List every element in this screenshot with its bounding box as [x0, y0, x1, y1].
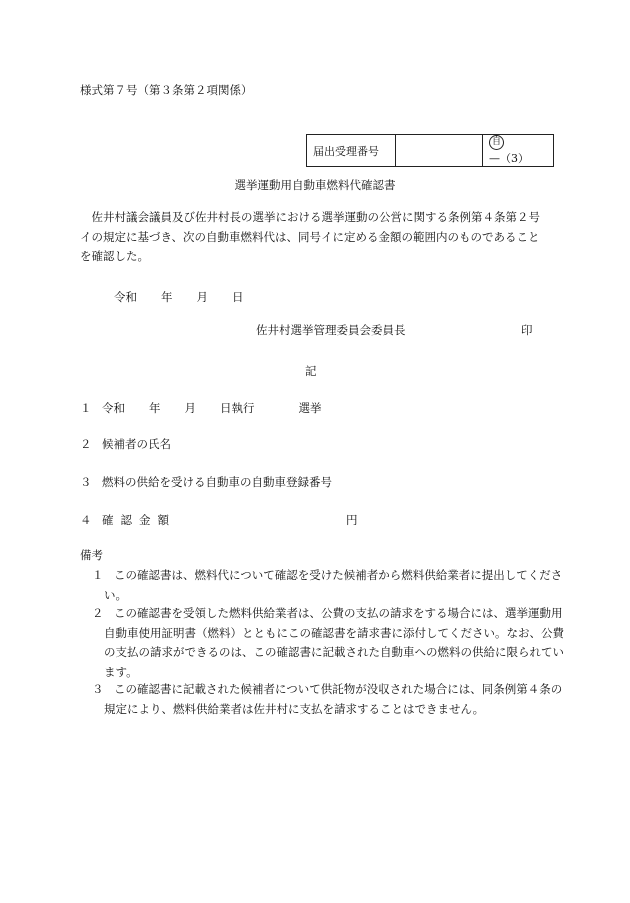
item-election: 選挙 — [298, 401, 322, 415]
remark-note: ３ この確認書に記載された候補者について供託物が没収された場合には、同条例第４条の規定により、燃料供給業者は佐井村に支払を請求することはできません。 — [92, 682, 563, 716]
registration-number-label: 届出受理番号 — [307, 135, 396, 167]
date-day-unit: 日 — [232, 290, 244, 304]
item-number: ３ — [80, 475, 92, 489]
item-number: １ — [80, 401, 92, 415]
seal-mark: 印 — [521, 323, 533, 337]
item-candidate-name — [80, 436, 171, 452]
registration-code — [483, 135, 554, 167]
item-era: 令和 — [102, 401, 125, 415]
form-number: 様式第７号（第３条第２項関係） — [80, 83, 253, 97]
date-month-unit: 月 — [196, 290, 208, 304]
registration-code-suffix: —（3） — [489, 152, 529, 165]
remark-note: ２ この確認書を受領した燃料供給業者は、公費の支払の請求をする場合には、選挙運動用自動車使用証明書（燃料）とともにこの確認書を請求書に添付してください。なお、公費の支払の請求ができるのは、この確認書に記載された自動車への燃料の供給に限られています。 — [92, 606, 564, 679]
circled-ji-mark: 自 — [489, 135, 504, 150]
item-day-text: 日執行 — [220, 401, 255, 415]
registration-number-field[interactable] — [396, 135, 483, 167]
ki-heading: 記 — [305, 364, 317, 378]
item-confirmed-amount — [80, 512, 176, 528]
date-line — [114, 289, 244, 305]
yen-unit: 円 — [346, 513, 358, 527]
item-text: 候補者の氏名 — [102, 437, 171, 451]
confirmation-paragraph: 佐井村議会議員及び佐井村長の選挙における選挙運動の公営に関する条例第４条第２号イの規定に基づき、次の自動車燃料代は、同号イに定める金額の範囲内のものであることを確認した。 — [80, 210, 540, 263]
item-election-date — [80, 400, 322, 416]
committee-chair-title: 佐井村選挙管理委員会委員長 — [256, 323, 406, 337]
item-month-unit: 月 — [184, 401, 196, 415]
item-text: 燃料の供給を受ける自動車の自動車登録番号 — [102, 475, 332, 489]
item-number: ２ — [80, 437, 92, 451]
date-year-unit: 年 — [161, 290, 173, 304]
item-text: 確認金額 — [102, 513, 176, 527]
item-year-unit: 年 — [149, 401, 161, 415]
remark-note: １ この確認書は、燃料代について確認を受けた候補者から燃料供給業者に提出してください。 — [92, 568, 563, 602]
remarks-heading: 備考 — [80, 548, 103, 562]
item-vehicle-registration — [80, 474, 332, 490]
document-title: 選挙運動用自動車燃料代確認書 — [234, 178, 396, 192]
date-era: 令和 — [114, 290, 137, 304]
item-number: ４ — [80, 513, 92, 527]
registration-number-box — [306, 134, 554, 167]
